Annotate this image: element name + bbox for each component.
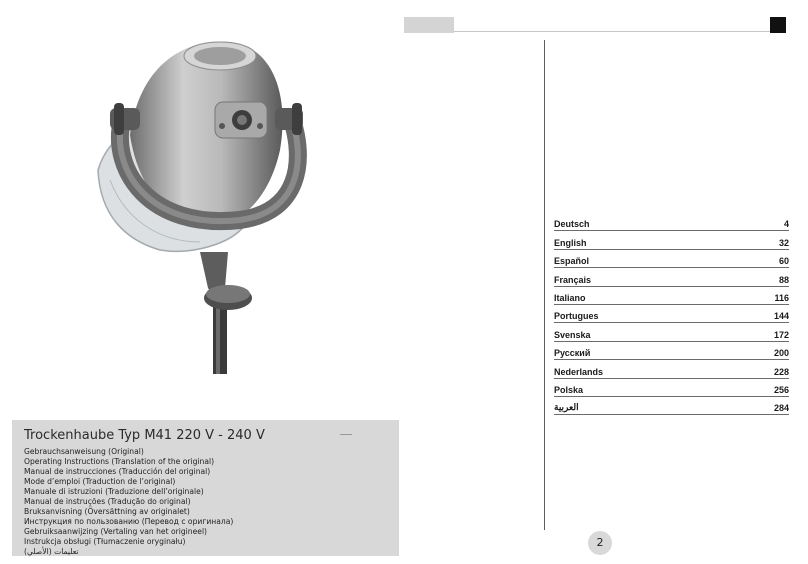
toc-language: English	[554, 237, 587, 248]
toc-entry[interactable]	[554, 250, 789, 268]
page-number-badge: 2	[588, 531, 612, 555]
subtitle-line: Instrukcja obsługi (Tłumaczenie oryginału)	[24, 537, 186, 546]
toc-entry[interactable]	[554, 360, 789, 378]
toc-entry[interactable]	[554, 287, 789, 305]
title-panel	[12, 420, 399, 556]
toc-language: Español	[554, 256, 590, 267]
document-title: Trockenhaube Typ M41 220 V - 240 V	[24, 428, 265, 443]
subtitle-line: Manuale di istruzioni (Traduzione dell’originale)	[24, 487, 204, 496]
toc-language: Polska	[554, 384, 584, 395]
subtitle-line: تعليمات (الأصلي)	[24, 547, 79, 556]
table-of-contents	[554, 213, 789, 415]
subtitle-line: Bruksanvisning (Översättning av originalet)	[24, 507, 190, 516]
toc-page-number: 284	[773, 403, 789, 414]
toc-entry[interactable]	[554, 305, 789, 323]
title-mark	[340, 434, 352, 435]
toc-language: Svenska	[554, 329, 591, 340]
toc-entry[interactable]	[554, 268, 789, 286]
toc-page-number: 32	[778, 237, 789, 248]
subtitle-line: Инструкция по пользованию (Перевод с оригинала)	[24, 517, 234, 526]
vertical-divider	[544, 40, 545, 530]
toc-language: العربية	[554, 402, 579, 413]
toc-page-number: 88	[778, 274, 789, 285]
subtitle-line: Manual de instruções (Tradução do original)	[24, 497, 191, 506]
toc-entry[interactable]	[554, 342, 789, 360]
toc-page-number: 116	[774, 292, 789, 303]
toc-entry[interactable]	[554, 231, 789, 249]
toc-page-number: 144	[773, 311, 789, 322]
toc-language: Deutsch	[554, 219, 590, 230]
subtitle-line: Operating Instructions (Translation of the original)	[24, 457, 215, 466]
instruction-language-list	[24, 447, 233, 557]
toc-language: Portugues	[554, 311, 599, 322]
toc-language: Русский	[554, 348, 591, 359]
toc-page-number: 172	[773, 329, 789, 340]
toc-page-number: 60	[778, 256, 789, 267]
toc-language: Italiano	[554, 292, 586, 303]
toc-page-number: 200	[773, 348, 789, 359]
hood-dryer-illustration	[70, 20, 350, 380]
toc-page-number: 228	[773, 366, 789, 377]
header-tab	[404, 17, 454, 33]
subtitle-line: Manual de instrucciones (Traducción del original)	[24, 467, 211, 476]
toc-entry[interactable]	[554, 323, 789, 341]
header-rule	[454, 31, 770, 32]
toc-language: Nederlands	[554, 366, 604, 377]
toc-page-number: 256	[773, 384, 789, 395]
toc-entry[interactable]	[554, 379, 789, 397]
subtitle-line: Mode d’emploi (Traduction de l’original)	[24, 477, 176, 486]
toc-entry[interactable]	[554, 213, 789, 231]
subtitle-line: Gebrauchsanweisung (Original)	[24, 447, 144, 456]
toc-language: Français	[554, 274, 592, 285]
subtitle-line: Gebruiksaanwijzing (Vertaling van het origineel)	[24, 527, 208, 536]
toc-page-number: 4	[783, 219, 789, 230]
black-square-marker	[770, 17, 786, 33]
toc-entry[interactable]	[554, 397, 789, 415]
